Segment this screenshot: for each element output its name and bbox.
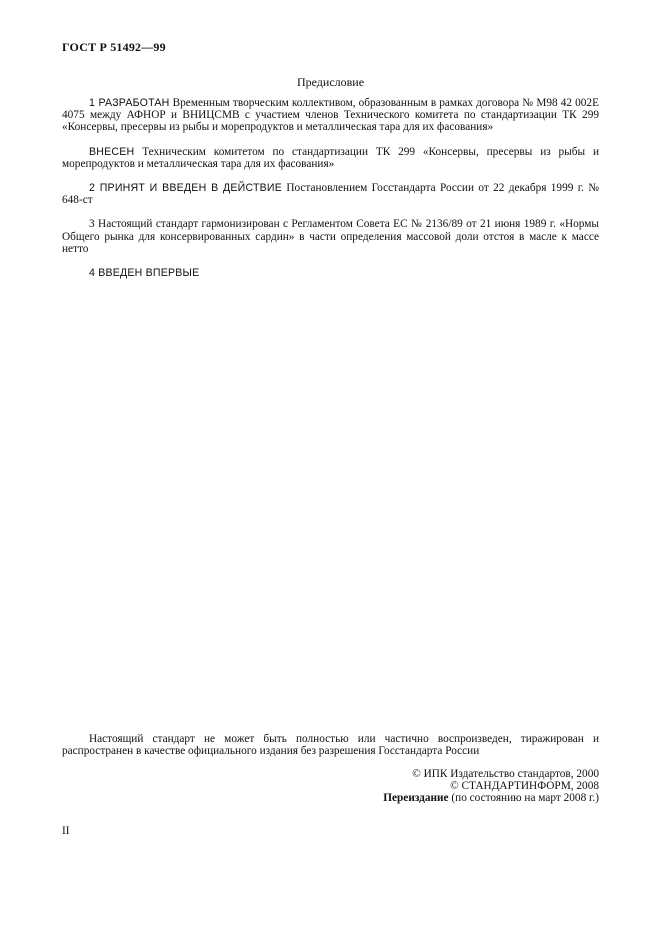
adopted-text: Постановлением Госстандарта России от 22 декабря 1999 г. № 648-ст bbox=[62, 182, 599, 207]
adopted-lead: 2 ПРИНЯТ И ВВЕДЕН В ДЕЙСТВИЕ bbox=[89, 182, 282, 195]
submitted-lead: ВНЕСЕН bbox=[89, 145, 135, 158]
paragraph-introduced bbox=[62, 267, 599, 279]
paragraph-harmonized: 3 Настоящий стандарт гармонизирован с Регламентом Совета ЕС № 2136/89 от 21 июня 1989 г. «Нормы Общего рынка для консервированных сардин» в части определения массовой доли отстоя в масле к массе нетто bbox=[62, 218, 599, 255]
reissue-text: (по состоянию на март 2008 г.) bbox=[448, 791, 599, 804]
copyright-block bbox=[383, 769, 599, 804]
paragraph-adopted bbox=[62, 182, 599, 206]
paragraph-developed bbox=[62, 97, 599, 134]
document-header: ГОСТ Р 51492—99 bbox=[62, 40, 166, 54]
paragraph-submitted bbox=[62, 146, 599, 170]
copyright-line-standartinform: © СТАНДАРТИНФОРМ, 2008 bbox=[450, 779, 599, 792]
copyright-line-ipk: © ИПК Издательство стандартов, 2000 bbox=[412, 768, 599, 780]
page-number: II bbox=[62, 825, 70, 837]
section-title: Предисловие bbox=[296, 75, 365, 89]
developed-text: Временным творческим коллективом, образованным в рамках договора № М98 42 002Е 4075 между АФНОР и ВНИЦСМВ с участием членов Технического комитета по стандартизации ТК 299 «Консервы, пресервы из рыбы и морепродуктов и металлическая тара для их фасования» bbox=[62, 97, 599, 134]
notice-text: Настоящий стандарт не может быть полностью или частично воспроизведен, тиражирован и распространен в качестве официального издания без разрешения Госстандарта России bbox=[62, 733, 599, 758]
reproduction-notice bbox=[62, 733, 599, 758]
introduced-lead: 4 ВВЕДЕН ВПЕРВЫЕ bbox=[89, 267, 200, 280]
reissue-label: Переиздание bbox=[383, 791, 449, 804]
developed-lead: 1 РАЗРАБОТАН bbox=[89, 97, 170, 109]
submitted-text: Техническим комитетом по стандартизации ТК 299 «Консервы, пресервы из рыбы и морепродуктов и металлическая тара для их фасования» bbox=[62, 145, 599, 170]
foreword-body bbox=[62, 97, 599, 291]
reissue-line bbox=[383, 793, 599, 805]
